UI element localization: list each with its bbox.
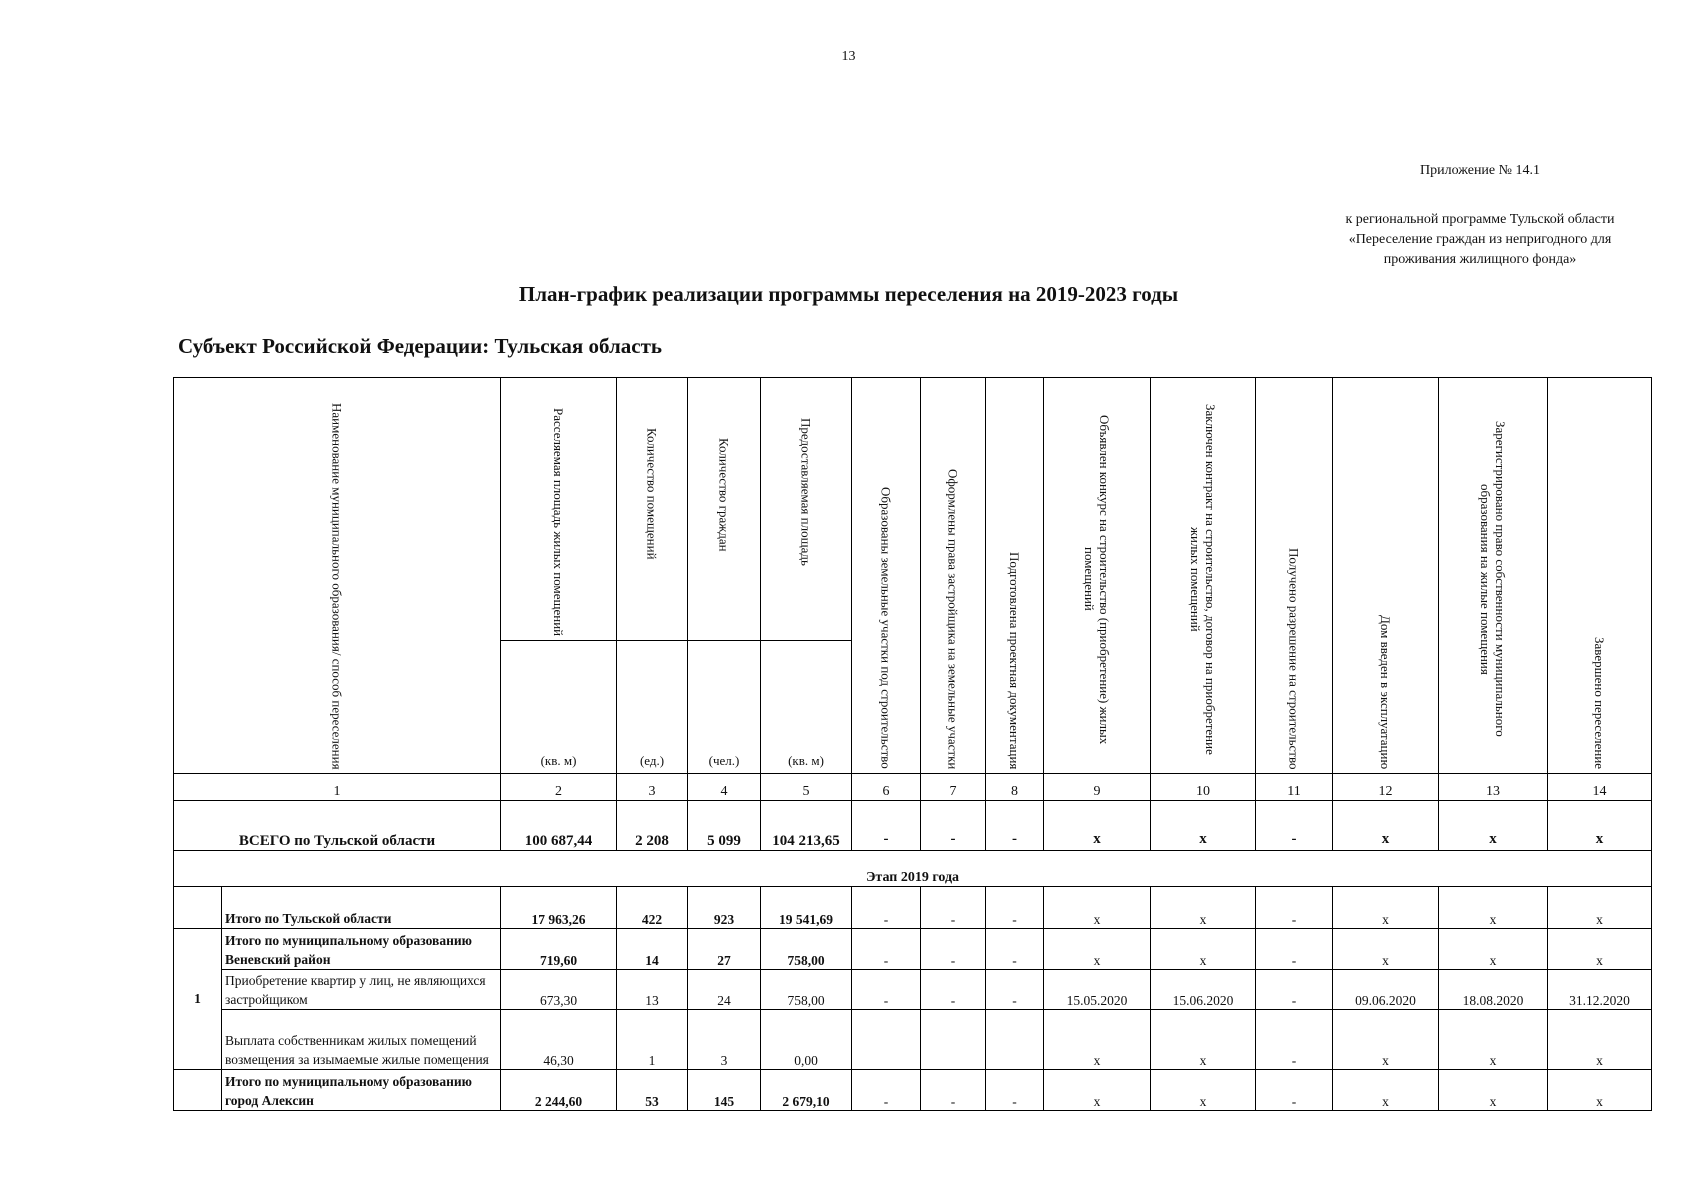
unit-people: (чел.) (688, 641, 761, 774)
cell: - (921, 1070, 986, 1111)
cell: - (986, 929, 1044, 970)
cell: 104 213,65 (761, 801, 852, 851)
cell: 758,00 (761, 929, 852, 970)
table-row (174, 929, 1652, 970)
header-municipality: Наименование муниципального образования/ способ переселения (174, 378, 501, 774)
cell: 24 (688, 970, 761, 1010)
cell: 422 (617, 887, 688, 929)
table-row (174, 1070, 1652, 1111)
cell: x (1333, 887, 1439, 929)
cell: - (986, 887, 1044, 929)
cell: - (852, 801, 921, 851)
cell: - (921, 801, 986, 851)
row-name: Итого по муниципальному образованию Веневский район (222, 929, 501, 970)
header-commissioning: Дом введен в эксплуатацию (1333, 378, 1439, 774)
cell: x (1151, 801, 1256, 851)
cell: 17 963,26 (501, 887, 617, 929)
cell: - (1256, 970, 1333, 1010)
cell: - (921, 887, 986, 929)
unit-sq-m: (кв. м) (501, 641, 617, 774)
cell: - (986, 970, 1044, 1010)
row-name: Итого по Тульской области (222, 887, 501, 929)
cell: - (986, 1070, 1044, 1111)
row-number: 1 (174, 929, 222, 1070)
column-number: 3 (617, 774, 688, 801)
cell: - (852, 1070, 921, 1111)
appendix-subtitle-line: проживания жилищного фонда» (1383, 252, 1577, 267)
cell: 15.05.2020 (1044, 970, 1151, 1010)
header-contract: Заключен контракт на строительство, договор на приобретение жилых помещений (1151, 378, 1256, 774)
column-number: 4 (688, 774, 761, 801)
cell: - (986, 801, 1044, 851)
column-number: 9 (1044, 774, 1151, 801)
cell: x (1548, 1010, 1652, 1070)
cell: x (1548, 929, 1652, 970)
cell: x (1333, 801, 1439, 851)
row-number (174, 887, 222, 929)
cell: x (1333, 1070, 1439, 1111)
column-number: 14 (1548, 774, 1652, 801)
column-number: 10 (1151, 774, 1256, 801)
cell: x (1548, 1070, 1652, 1111)
stage-label: Этап 2019 года (174, 851, 1652, 887)
cell: x (1439, 801, 1548, 851)
appendix-title: Приложение № 14.1 (1420, 163, 1540, 178)
column-number: 12 (1333, 774, 1439, 801)
cell: 1 (617, 1010, 688, 1070)
header-row (174, 378, 1652, 641)
header-land-plots: Образованы земельные участки под строительство (852, 378, 921, 774)
header-project-docs: Подготовлена проектная документация (986, 378, 1044, 774)
row-name: Выплата собственникам жилых помещений возмещения за изымаемые жилые помещения (222, 1010, 501, 1070)
cell: x (1151, 1070, 1256, 1111)
document-title: План-график реализации программы переселения на 2019-2023 годы (518, 282, 1179, 306)
cell: x (1439, 887, 1548, 929)
header-resettlement-done: Завершено переселение (1548, 378, 1652, 774)
cell: x (1333, 929, 1439, 970)
table-row (174, 970, 1652, 1010)
cell: 27 (688, 929, 761, 970)
row-number (174, 1070, 222, 1111)
cell: x (1044, 801, 1151, 851)
cell: x (1439, 1010, 1548, 1070)
cell: - (1256, 801, 1333, 851)
cell: - (921, 970, 986, 1010)
appendix-subtitle-line: к региональной программе Тульской области (1345, 212, 1615, 227)
cell: x (1151, 887, 1256, 929)
page-number: 13 (841, 49, 856, 64)
cell: x (1151, 929, 1256, 970)
cell: 2 244,60 (501, 1070, 617, 1111)
cell: 2 679,10 (761, 1070, 852, 1111)
column-number: 11 (1256, 774, 1333, 801)
cell: - (852, 887, 921, 929)
header-provided-area: Предоставляемая площадь (761, 378, 852, 641)
cell: 09.06.2020 (1333, 970, 1439, 1010)
row-name: ВСЕГО по Тульской области (174, 801, 501, 851)
cell: 46,30 (501, 1010, 617, 1070)
column-number: 6 (852, 774, 921, 801)
cell: 5 099 (688, 801, 761, 851)
cell: 923 (688, 887, 761, 929)
cell: - (921, 929, 986, 970)
cell (921, 1010, 986, 1070)
cell: 18.08.2020 (1439, 970, 1548, 1010)
cell (986, 1010, 1044, 1070)
grand-total-row (174, 801, 1652, 851)
cell: - (1256, 1010, 1333, 1070)
column-number-row (174, 774, 1652, 801)
cell: - (852, 970, 921, 1010)
cell: - (1256, 929, 1333, 970)
cell: 14 (617, 929, 688, 970)
header-tender: Объявлен конкурс на строительство (приобретение) жилых помещений (1044, 378, 1151, 774)
header-premises-count: Количество помещений (617, 378, 688, 641)
column-number: 13 (1439, 774, 1548, 801)
cell: x (1044, 1010, 1151, 1070)
unit-sq-m: (кв. м) (761, 641, 852, 774)
subject-heading: Субъект Российской Федерации: Тульская область (178, 334, 662, 358)
cell: x (1439, 929, 1548, 970)
cell: x (1044, 929, 1151, 970)
cell: 53 (617, 1070, 688, 1111)
table-row (174, 887, 1652, 929)
header-resettled-area: Расселяемая площадь жилых помещений (501, 378, 617, 641)
row-name: Итого по муниципальному образованию город Алексин (222, 1070, 501, 1111)
header-building-permit: Получено разрешение на строительство (1256, 378, 1333, 774)
row-name: Приобретение квартир у лиц, не являющихся застройщиком (222, 970, 501, 1010)
cell: x (1151, 1010, 1256, 1070)
cell: 719,60 (501, 929, 617, 970)
cell: x (1548, 801, 1652, 851)
cell: 2 208 (617, 801, 688, 851)
cell (852, 1010, 921, 1070)
header-citizens-count: Количество граждан (688, 378, 761, 641)
column-number: 2 (501, 774, 617, 801)
header-ownership: Зарегистрировано право собственности муниципального образования на жилые помещения (1439, 378, 1548, 774)
cell: 0,00 (761, 1010, 852, 1070)
cell: x (1439, 1070, 1548, 1111)
unit-units: (ед.) (617, 641, 688, 774)
cell: - (1256, 1070, 1333, 1111)
column-number: 7 (921, 774, 986, 801)
cell: x (1548, 887, 1652, 929)
cell: 145 (688, 1070, 761, 1111)
column-number: 8 (986, 774, 1044, 801)
cell: x (1044, 887, 1151, 929)
column-number: 1 (174, 774, 501, 801)
cell: 31.12.2020 (1548, 970, 1652, 1010)
table-row (174, 1010, 1652, 1070)
column-number: 5 (761, 774, 852, 801)
appendix-subtitle (1300, 210, 1660, 270)
cell: - (852, 929, 921, 970)
cell: 100 687,44 (501, 801, 617, 851)
cell: 19 541,69 (761, 887, 852, 929)
resettlement-schedule-table (173, 377, 1652, 1111)
cell: 673,30 (501, 970, 617, 1010)
stage-row (174, 851, 1652, 887)
appendix-subtitle-line: «Переселение граждан из непригодного для (1348, 232, 1612, 247)
cell: 13 (617, 970, 688, 1010)
cell: - (1256, 887, 1333, 929)
header-developer-rights: Оформлены права застройщика на земельные участки (921, 378, 986, 774)
cell: 3 (688, 1010, 761, 1070)
cell: x (1333, 1010, 1439, 1070)
cell: 15.06.2020 (1151, 970, 1256, 1010)
cell: 758,00 (761, 970, 852, 1010)
cell: x (1044, 1070, 1151, 1111)
